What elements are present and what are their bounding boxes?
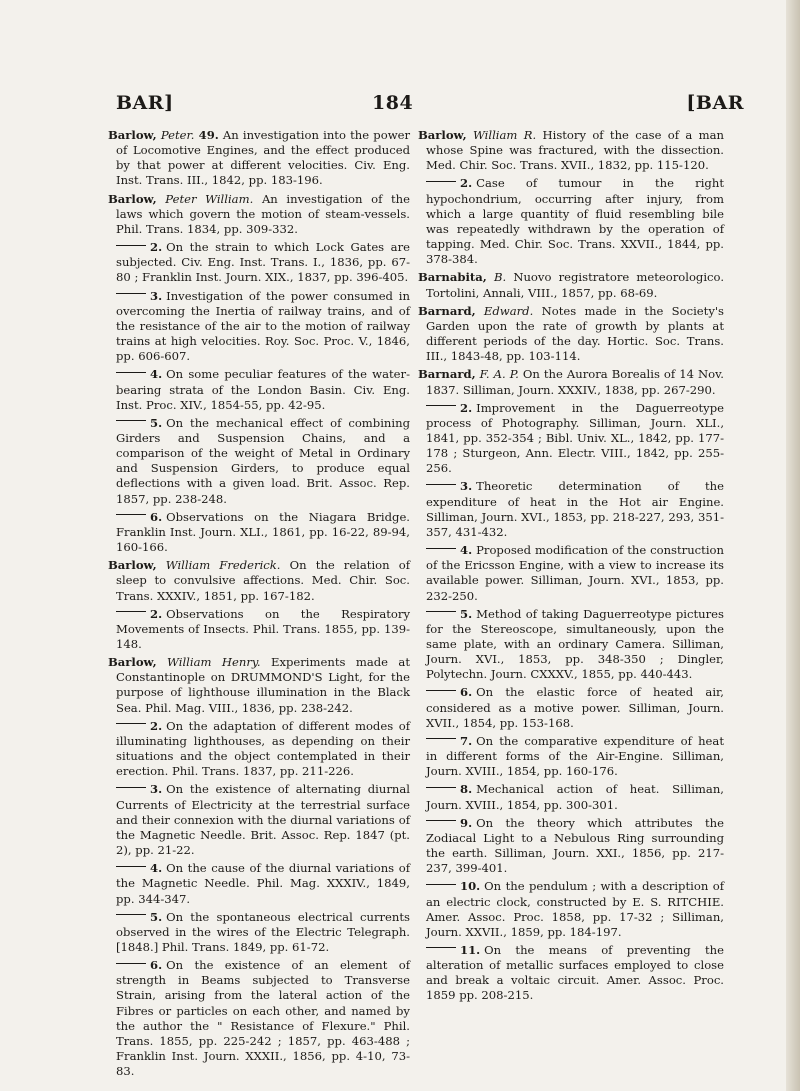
ditto-dash <box>426 690 456 691</box>
author-surname: Barlow, <box>108 128 157 142</box>
entry-text: On the spontaneous electrical currents observed in the wires of the Electric Telegraph. [1848.] Phil. Trans. 1849, pp. 61-72. <box>116 909 410 954</box>
bibliography-entry <box>418 816 724 877</box>
ditto-dash <box>116 420 146 421</box>
ditto-dash <box>426 611 456 612</box>
bibliography-entry <box>418 479 724 540</box>
ditto-dash <box>426 181 456 182</box>
author-given-name: William Frederick. <box>165 558 281 573</box>
ditto-dash <box>426 738 456 739</box>
ditto-dash <box>116 372 146 373</box>
author-given-name: Edward. <box>483 303 534 318</box>
author-given-name: F. A. P. <box>479 367 519 382</box>
bibliography-entry <box>418 304 724 365</box>
entry-number: 4. <box>150 367 163 382</box>
entry-number: 2. <box>150 240 163 255</box>
bibliography-entry <box>418 782 724 812</box>
bibliography-entry <box>418 943 724 1004</box>
entry-number: 9. <box>460 815 473 830</box>
entry-text: On the pendulum ; with a description of an electric clock, constructed by E. S. RITCHIE. Amer. Assoc. Proc. 1858, pp. 17-32 ; Silliman, Journ. XXVII., 1859, pp. 184-197. <box>426 879 724 939</box>
bibliography-entry <box>108 240 410 285</box>
entry-text: Investigation of the power consumed in overcoming the Inertia of railway trains, and of the resistance of the air to the motion of railway trains at high velocities. Roy. Soc. Proc. V., 1846, pp. 606-607. <box>116 288 410 364</box>
bibliography-entry <box>418 270 724 300</box>
author-surname: Barlow, <box>108 191 157 206</box>
bibliography-entry <box>108 655 410 716</box>
author-surname: Barnabita, <box>418 270 487 285</box>
entry-text: Mechanical action of heat. Silliman, Journ. XVIII., 1854, pp. 300-301. <box>426 782 724 812</box>
entry-number: 49. <box>198 128 219 142</box>
author-given-name: William R. <box>472 128 537 142</box>
bibliography-entry <box>418 176 724 267</box>
ditto-dash <box>116 866 146 867</box>
entry-number: 5. <box>150 909 163 924</box>
ditto-dash <box>116 787 146 788</box>
bibliography-entry <box>418 607 724 683</box>
bibliography-entry <box>108 607 410 652</box>
author-surname: Barlow, <box>418 128 467 142</box>
entry-text: Proposed modification of the construction of the Ericsson Engine, with a view to increase its available power. Silliman, Journ. XVI., 1853, pp. 232-250. <box>426 543 724 603</box>
entry-number: 7. <box>460 733 473 748</box>
entry-number: 10. <box>460 879 481 894</box>
entry-text: On the mechanical effect of combining Girders and Suspension Chains, and a comparison of the weight of Metal in Ordinary and Suspension Girders, to produce equal deflections with a given load. Brit. Assoc. Rep. 1857, pp. 238-248. <box>116 415 410 506</box>
ditto-dash <box>426 548 456 549</box>
ditto-dash <box>426 484 456 485</box>
entry-text: On the elastic force of heated air, considered as a motive power. Silliman, Journ. XVII., 1854, pp. 153-168. <box>426 685 724 730</box>
entry-number: 3. <box>150 288 163 303</box>
bibliography-entry <box>108 958 410 1079</box>
entry-number: 5. <box>150 415 163 430</box>
entry-text: Observations on the Respiratory Movements of Insects. Phil. Trans. 1855, pp. 139-148. <box>116 606 410 651</box>
ditto-dash <box>426 884 456 885</box>
entry-text: On the Aurora Borealis of 14 Nov. 1837. Silliman, Journ. XXXIV., 1838, pp. 267-290. <box>426 367 724 397</box>
entry-text: On the relation of sleep to convulsive affections. Med. Chir. Soc. Trans. XXXIV., 1851, pp. 167-182. <box>116 558 410 603</box>
author-given-name: B. <box>493 270 507 285</box>
author-given-name: Peter. <box>160 128 195 142</box>
author-surname: Barnard, <box>418 367 476 382</box>
bibliography-entry <box>108 510 410 555</box>
author-surname: Barnard, <box>418 303 476 318</box>
entry-text: On the cause of the diurnal variations of the Magnetic Needle. Phil. Mag. XXXIV., 1849, pp. 344-347. <box>116 861 410 906</box>
entry-text: On the comparative expenditure of heat in different forms of the Air-Engine. Silliman, Journ. XVIII., 1854, pp. 160-176. <box>426 733 724 779</box>
right-column <box>418 128 724 1007</box>
entry-text: On the strain to which Lock Gates are subjected. Civ. Eng. Inst. Trans. I., 1836, pp. 67-80 ; Franklin Inst. Journ. XIX., 1837, pp. 396-405. <box>116 240 410 285</box>
header-left-guide-word: BAR] <box>116 92 174 114</box>
ditto-dash <box>426 405 456 406</box>
entry-text: History of the case of a man whose Spine was fractured, with the dissection. Med. Chir. Soc. Trans. XVII., 1832, pp. 115-120. <box>426 128 724 173</box>
bibliography-entry <box>108 782 410 858</box>
ditto-dash <box>116 514 146 515</box>
running-header <box>116 92 744 122</box>
bibliography-entry <box>108 416 410 507</box>
left-column <box>108 128 410 1082</box>
entry-number: 3. <box>150 782 163 797</box>
bibliography-entry <box>418 543 724 604</box>
entry-number: 11. <box>460 942 481 957</box>
bibliography-entry <box>418 128 724 173</box>
entry-number: 4. <box>150 861 163 876</box>
entry-number: 6. <box>150 509 163 524</box>
page-number: 184 <box>372 92 414 114</box>
entry-text: Method of taking Daguerreotype pictures for the Stereoscope, simultaneously, upon the same plate, with an ordinary Camera. Silliman, Journ. XVI., 1853, pp. 348-350 ; Dingler, Polytechn. Journ. CXXXV., 1855, pp. 440-443. <box>426 606 724 682</box>
entry-number: 2. <box>150 718 163 733</box>
bibliography-entry <box>108 861 410 906</box>
bibliography-entry <box>108 367 410 412</box>
entry-number: 6. <box>460 685 473 700</box>
bibliography-entry <box>108 289 410 365</box>
page-edge-shadow <box>786 0 800 1091</box>
bibliography-entry <box>108 910 410 955</box>
bibliography-entry <box>108 192 410 237</box>
author-surname: Barlow, <box>108 558 157 573</box>
entry-number: 8. <box>460 782 473 797</box>
entry-number: 6. <box>150 958 163 973</box>
entry-text: On the existence of alternating diurnal Currents of Electricity at the terrestrial surface and their connexion with the diurnal variations of the Magnetic Needle. Brit. Assoc. Rep. 1847 (pt. 2), pp. 21-22. <box>116 782 410 858</box>
entry-number: 2. <box>150 606 163 621</box>
entry-text: An investigation of the laws which govern the motion of steam-vessels. Phil. Trans. 1834, pp. 309-332. <box>116 191 411 236</box>
ditto-dash <box>116 293 146 294</box>
bibliography-entry <box>108 719 410 780</box>
entry-text: An investigation into the power of Locomotive Engines, and the effect produced by that power at different velocities. Civ. Eng. Inst. Trans. III., 1842, pp. 183-196. <box>116 128 411 188</box>
ditto-dash <box>426 820 456 821</box>
bibliography-entry <box>418 401 724 477</box>
entry-text: On the adaptation of different modes of illuminating lighthouses, as depending on their situations and the object contemplated in their erection. Phil. Trans. 1837, pp. 211-226. <box>116 718 410 779</box>
header-right-guide-word: [BAR <box>686 92 744 114</box>
entry-number: 2. <box>460 400 473 415</box>
ditto-dash <box>116 245 146 246</box>
entry-number: 3. <box>460 479 473 494</box>
ditto-dash <box>426 947 456 948</box>
bibliography-entry <box>418 734 724 779</box>
bibliography-entry <box>108 558 410 603</box>
entry-text: Experiments made at Constantinople on DRUMMOND'S Light, for the purpose of lighthouse illumination in the Black Sea. Phil. Mag. VIII., 1836, pp. 238-242. <box>116 655 411 715</box>
entry-text: Case of tumour in the right hypochondrium, occurring after injury, from which a large quantity of fluid resembling bile was repeatedly withdrawn by the operation of tapping. Med. Chir. Soc. Trans. XXVII., 1844, pp. 378-384. <box>426 176 724 267</box>
author-given-name: William Henry. <box>167 655 261 670</box>
ditto-dash <box>116 963 146 964</box>
entry-number: 4. <box>460 543 473 558</box>
ditto-dash <box>116 723 146 724</box>
ditto-dash <box>426 787 456 788</box>
entry-text: On the theory which attributes the Zodiacal Light to a Nebulous Ring surrounding the earth. Silliman, Journ. XXI., 1856, pp. 217-237, 399-401. <box>426 815 724 876</box>
entry-number: 5. <box>460 606 473 621</box>
entry-text: Theoretic determination of the expenditure of heat in the Hot air Engine. Silliman, Journ. XVI., 1853, pp. 218-227, 293, 351-357, 431-432. <box>426 479 724 539</box>
ditto-dash <box>116 914 146 915</box>
entry-text: On the means of preventing the alteration of metallic surfaces employed to close and break a voltaic circuit. Amer. Assoc. Proc. 1859 pp. 208-215. <box>426 942 724 1003</box>
author-surname: Barlow, <box>108 655 157 670</box>
ditto-dash <box>116 611 146 612</box>
entry-number: 2. <box>460 176 473 191</box>
bibliography-entry <box>418 879 724 940</box>
entry-text: Observations on the Niagara Bridge. Franklin Inst. Journ. XLI., 1861, pp. 16-22, 89-94, 160-166. <box>116 509 410 555</box>
bibliography-entry <box>418 685 724 730</box>
bibliography-entry <box>418 367 724 397</box>
bibliography-entry <box>108 128 410 189</box>
entry-text: On some peculiar features of the water-bearing strata of the London Basin. Civ. Eng. Inst. Proc. XIV., 1854-55, pp. 42-95. <box>116 367 410 412</box>
entry-text: On the existence of an element of strength in Beams subjected to Transverse Strain, arising from the lateral action of the Fibres or particles on each other, and named by the author the " Resistance of Flexure." Phil. Trans. 1855, pp. 225-242 ; 1857, pp. 463-488 ; Franklin Inst. Journ. XXXII., 1856, pp. 4-10, 73-83. <box>116 958 410 1079</box>
entry-text: Nuovo registratore meteorologico. Tortolini, Annali, VIII., 1857, pp. 68-69. <box>426 270 725 300</box>
entry-text: Improvement in the Daguerreotype process of Photography. Silliman, Journ. XLI., 1841, pp. 352-354 ; Bibl. Univ. XL., 1842, pp. 177-178 ; Sturgeon, Ann. Electr. VIII., 1842, pp. 255-256. <box>426 400 724 476</box>
author-given-name: Peter William. <box>165 191 254 206</box>
entry-text: Notes made in the Society's Garden upon the rate of growth by plants at different periods of the day. Hortic. Soc. Trans. III., 1843-48, pp. 103-114. <box>426 303 725 364</box>
